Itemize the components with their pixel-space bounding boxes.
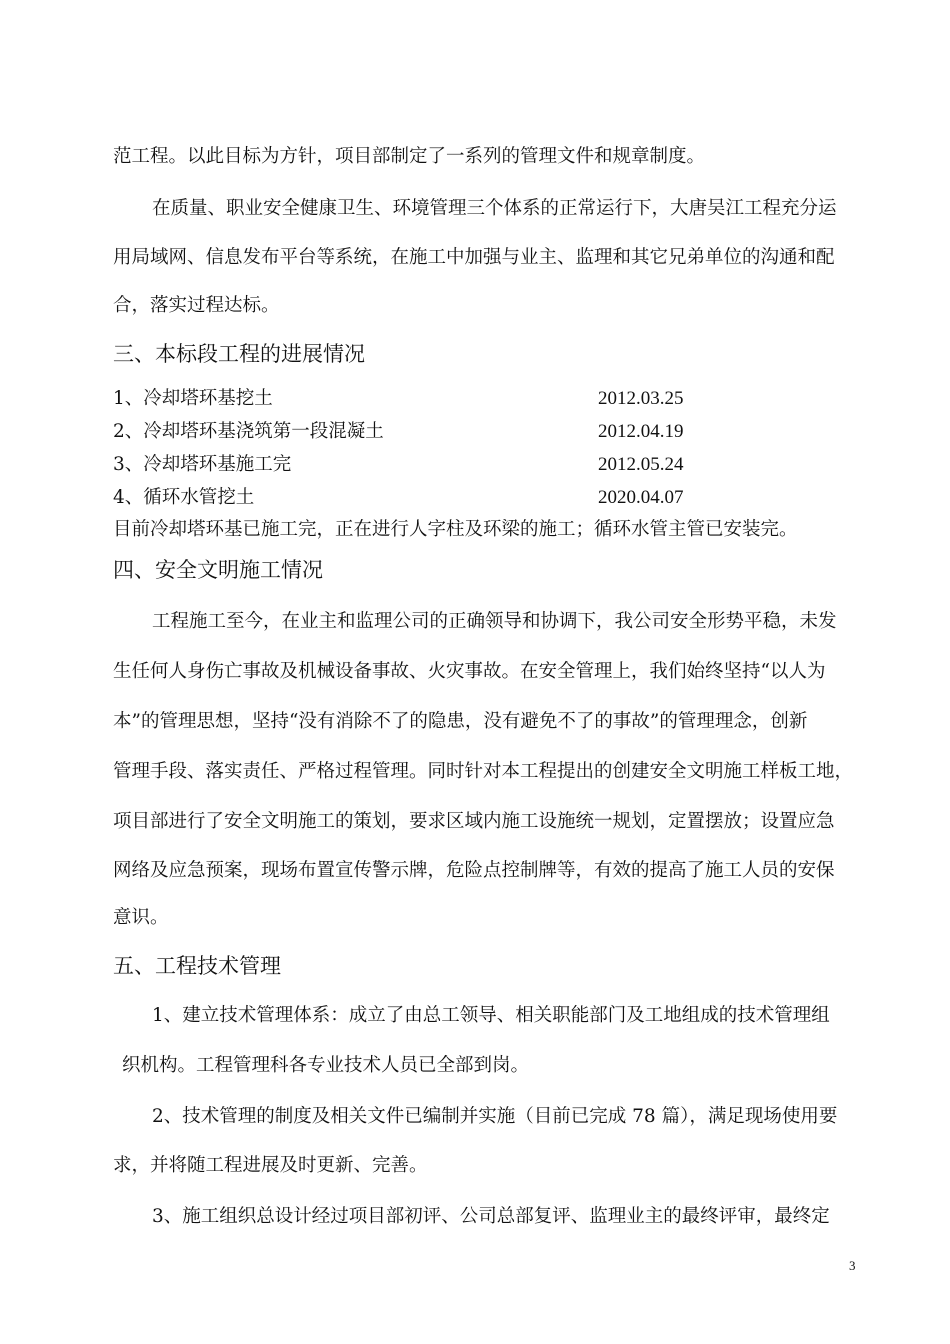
progress-item-date: 2012.04.19	[598, 421, 684, 442]
progress-item-label: 2、冷却塔环基浇筑第一段混凝土	[113, 421, 384, 442]
paragraph-line: 管理手段、落实责任、严格过程管理。同时针对本工程提出的创建安全文明施工样板工地，	[113, 761, 854, 782]
paragraph-line: 2、技术管理的制度及相关文件已编制并实施（目前已完成 78 篇），满足现场使用要	[152, 1106, 838, 1127]
paragraph-line: 本”的管理思想，坚持“没有消除不了的隐患，没有避免不了的事故”的管理理念，创新	[113, 711, 808, 732]
progress-current-status: 目前冷却塔环基已施工完，正在进行人字柱及环梁的施工；循环水管主管已安装完。	[113, 519, 798, 540]
paragraph-line: 工程施工至今，在业主和监理公司的正确领导和协调下，我公司安全形势平稳，未发	[152, 611, 837, 632]
section-heading-progress: 三、本标段工程的进展情况	[113, 342, 365, 366]
progress-item-date: 2012.05.24	[598, 454, 684, 475]
progress-item-label: 1、冷却塔环基挖土	[113, 388, 273, 409]
paragraph-line: 意识。	[113, 907, 169, 928]
paragraph-line: 用局域网、信息发布平台等系统，在施工中加强与业主、监理和其它兄弟单位的沟通和配	[113, 247, 835, 268]
paragraph-line: 织机构。工程管理科各专业技术人员已全部到岗。	[122, 1055, 530, 1076]
progress-item-label: 3、冷却塔环基施工完	[113, 454, 292, 475]
section-heading-safety: 四、安全文明施工情况	[113, 558, 323, 582]
paragraph-line: 范工程。以此目标为方针，项目部制定了一系列的管理文件和规章制度。	[113, 146, 706, 167]
paragraph-line: 生任何人身伤亡事故及机械设备事故、火灾事故。在安全管理上，我们始终坚持“以人为	[113, 661, 826, 682]
paragraph-line: 1、建立技术管理体系：成立了由总工领导、相关职能部门及工地组成的技术管理组	[152, 1005, 830, 1026]
paragraph-line: 网络及应急预案，现场布置宣传警示牌，危险点控制牌等，有效的提高了施工人员的安保	[113, 860, 835, 881]
progress-item-label: 4、循环水管挖土	[113, 487, 255, 508]
paragraph-line: 项目部进行了安全文明施工的策划，要求区域内施工设施统一规划，定置摆放；设置应急	[113, 811, 835, 832]
section-heading-tech-management: 五、工程技术管理	[113, 954, 281, 978]
progress-item-date: 2012.03.25	[598, 388, 684, 409]
paragraph-line: 合，落实过程达标。	[113, 295, 280, 316]
paragraph-line: 求，并将随工程进展及时更新、完善。	[113, 1155, 428, 1176]
paragraph-line: 在质量、职业安全健康卫生、环境管理三个体系的正常运行下，大唐吴江工程充分运	[152, 198, 837, 219]
page-number: 3	[849, 1258, 856, 1273]
progress-item-date: 2020.04.07	[598, 487, 684, 508]
paragraph-line: 3、施工组织总设计经过项目部初评、公司总部复评、监理业主的最终评审，最终定	[152, 1206, 830, 1227]
